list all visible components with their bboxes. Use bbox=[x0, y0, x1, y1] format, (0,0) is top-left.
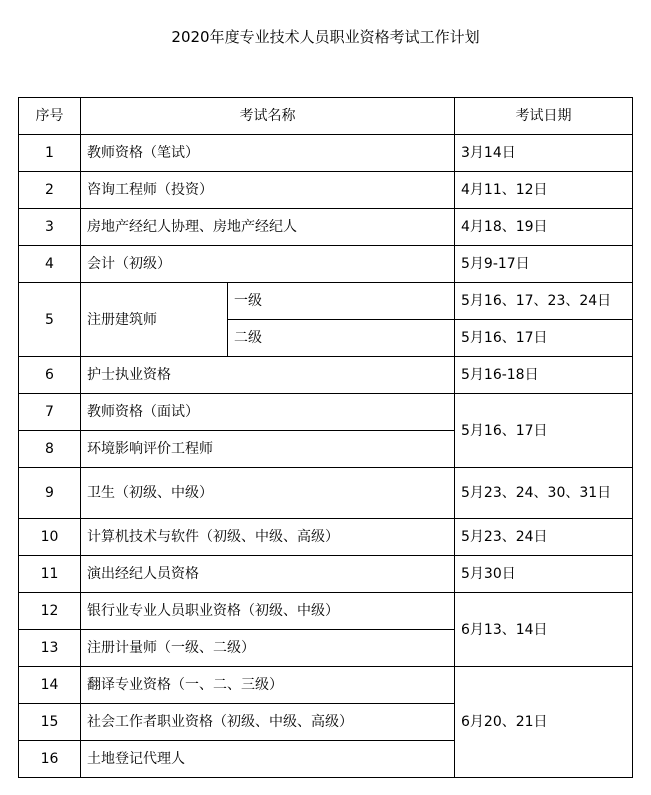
row-name: 计算机技术与软件（初级、中级、高级） bbox=[81, 519, 455, 556]
row-no: 15 bbox=[19, 704, 81, 741]
row-name: 教师资格（面试） bbox=[81, 394, 455, 431]
row-name: 环境影响评价工程师 bbox=[81, 431, 455, 468]
row-date: 5月16-18日 bbox=[455, 357, 633, 394]
table-row bbox=[19, 394, 633, 431]
row-name: 卫生（初级、中级） bbox=[81, 468, 455, 519]
row-no: 6 bbox=[19, 357, 81, 394]
row-name: 银行业专业人员职业资格（初级、中级） bbox=[81, 593, 455, 630]
table-row bbox=[19, 667, 633, 704]
header-date: 考试日期 bbox=[455, 98, 633, 135]
row-name: 注册计量师（一级、二级） bbox=[81, 630, 455, 667]
row-date: 6月13、14日 bbox=[455, 593, 633, 667]
table-row bbox=[19, 556, 633, 593]
table-row bbox=[19, 209, 633, 246]
row-date: 5月23、24日 bbox=[455, 519, 633, 556]
table-row bbox=[19, 283, 633, 320]
row-no: 7 bbox=[19, 394, 81, 431]
row-no: 2 bbox=[19, 172, 81, 209]
row-date: 4月11、12日 bbox=[455, 172, 633, 209]
row-subname: 二级 bbox=[228, 320, 455, 357]
row-no: 13 bbox=[19, 630, 81, 667]
table-row bbox=[19, 246, 633, 283]
row-no: 16 bbox=[19, 741, 81, 778]
table-row bbox=[19, 593, 633, 630]
row-no: 14 bbox=[19, 667, 81, 704]
row-date: 5月16、17日 bbox=[455, 320, 633, 357]
row-no: 3 bbox=[19, 209, 81, 246]
row-date: 5月9-17日 bbox=[455, 246, 633, 283]
row-no: 8 bbox=[19, 431, 81, 468]
row-date: 3月14日 bbox=[455, 135, 633, 172]
row-no: 12 bbox=[19, 593, 81, 630]
row-name: 翻译专业资格（一、二、三级） bbox=[81, 667, 455, 704]
row-no: 10 bbox=[19, 519, 81, 556]
row-name: 会计（初级） bbox=[81, 246, 455, 283]
header-name: 考试名称 bbox=[81, 98, 455, 135]
row-date: 5月23、24、30、31日 bbox=[455, 468, 633, 519]
row-date: 5月30日 bbox=[455, 556, 633, 593]
table-row bbox=[19, 519, 633, 556]
row-no: 11 bbox=[19, 556, 81, 593]
row-name: 注册建筑师 bbox=[81, 283, 228, 357]
header-no: 序号 bbox=[19, 98, 81, 135]
document-title: 2020年度专业技术人员职业资格考试工作计划 bbox=[171, 28, 480, 46]
row-name: 演出经纪人员资格 bbox=[81, 556, 455, 593]
row-name: 咨询工程师（投资） bbox=[81, 172, 455, 209]
row-name: 护士执业资格 bbox=[81, 357, 455, 394]
table-row bbox=[19, 135, 633, 172]
row-name: 房地产经纪人协理、房地产经纪人 bbox=[81, 209, 455, 246]
row-subname: 一级 bbox=[228, 283, 455, 320]
exam-schedule-table bbox=[18, 97, 633, 778]
table-row bbox=[19, 468, 633, 519]
table-row bbox=[19, 172, 633, 209]
row-no: 5 bbox=[19, 283, 81, 357]
row-no: 4 bbox=[19, 246, 81, 283]
row-date: 5月16、17日 bbox=[455, 394, 633, 468]
table-row bbox=[19, 357, 633, 394]
row-name: 土地登记代理人 bbox=[81, 741, 455, 778]
row-no: 1 bbox=[19, 135, 81, 172]
table-header-row bbox=[19, 98, 633, 135]
row-date: 6月20、21日 bbox=[455, 667, 633, 778]
row-date: 4月18、19日 bbox=[455, 209, 633, 246]
row-no: 9 bbox=[19, 468, 81, 519]
row-date: 5月16、17、23、24日 bbox=[455, 283, 633, 320]
row-name: 教师资格（笔试） bbox=[81, 135, 455, 172]
row-name: 社会工作者职业资格（初级、中级、高级） bbox=[81, 704, 455, 741]
